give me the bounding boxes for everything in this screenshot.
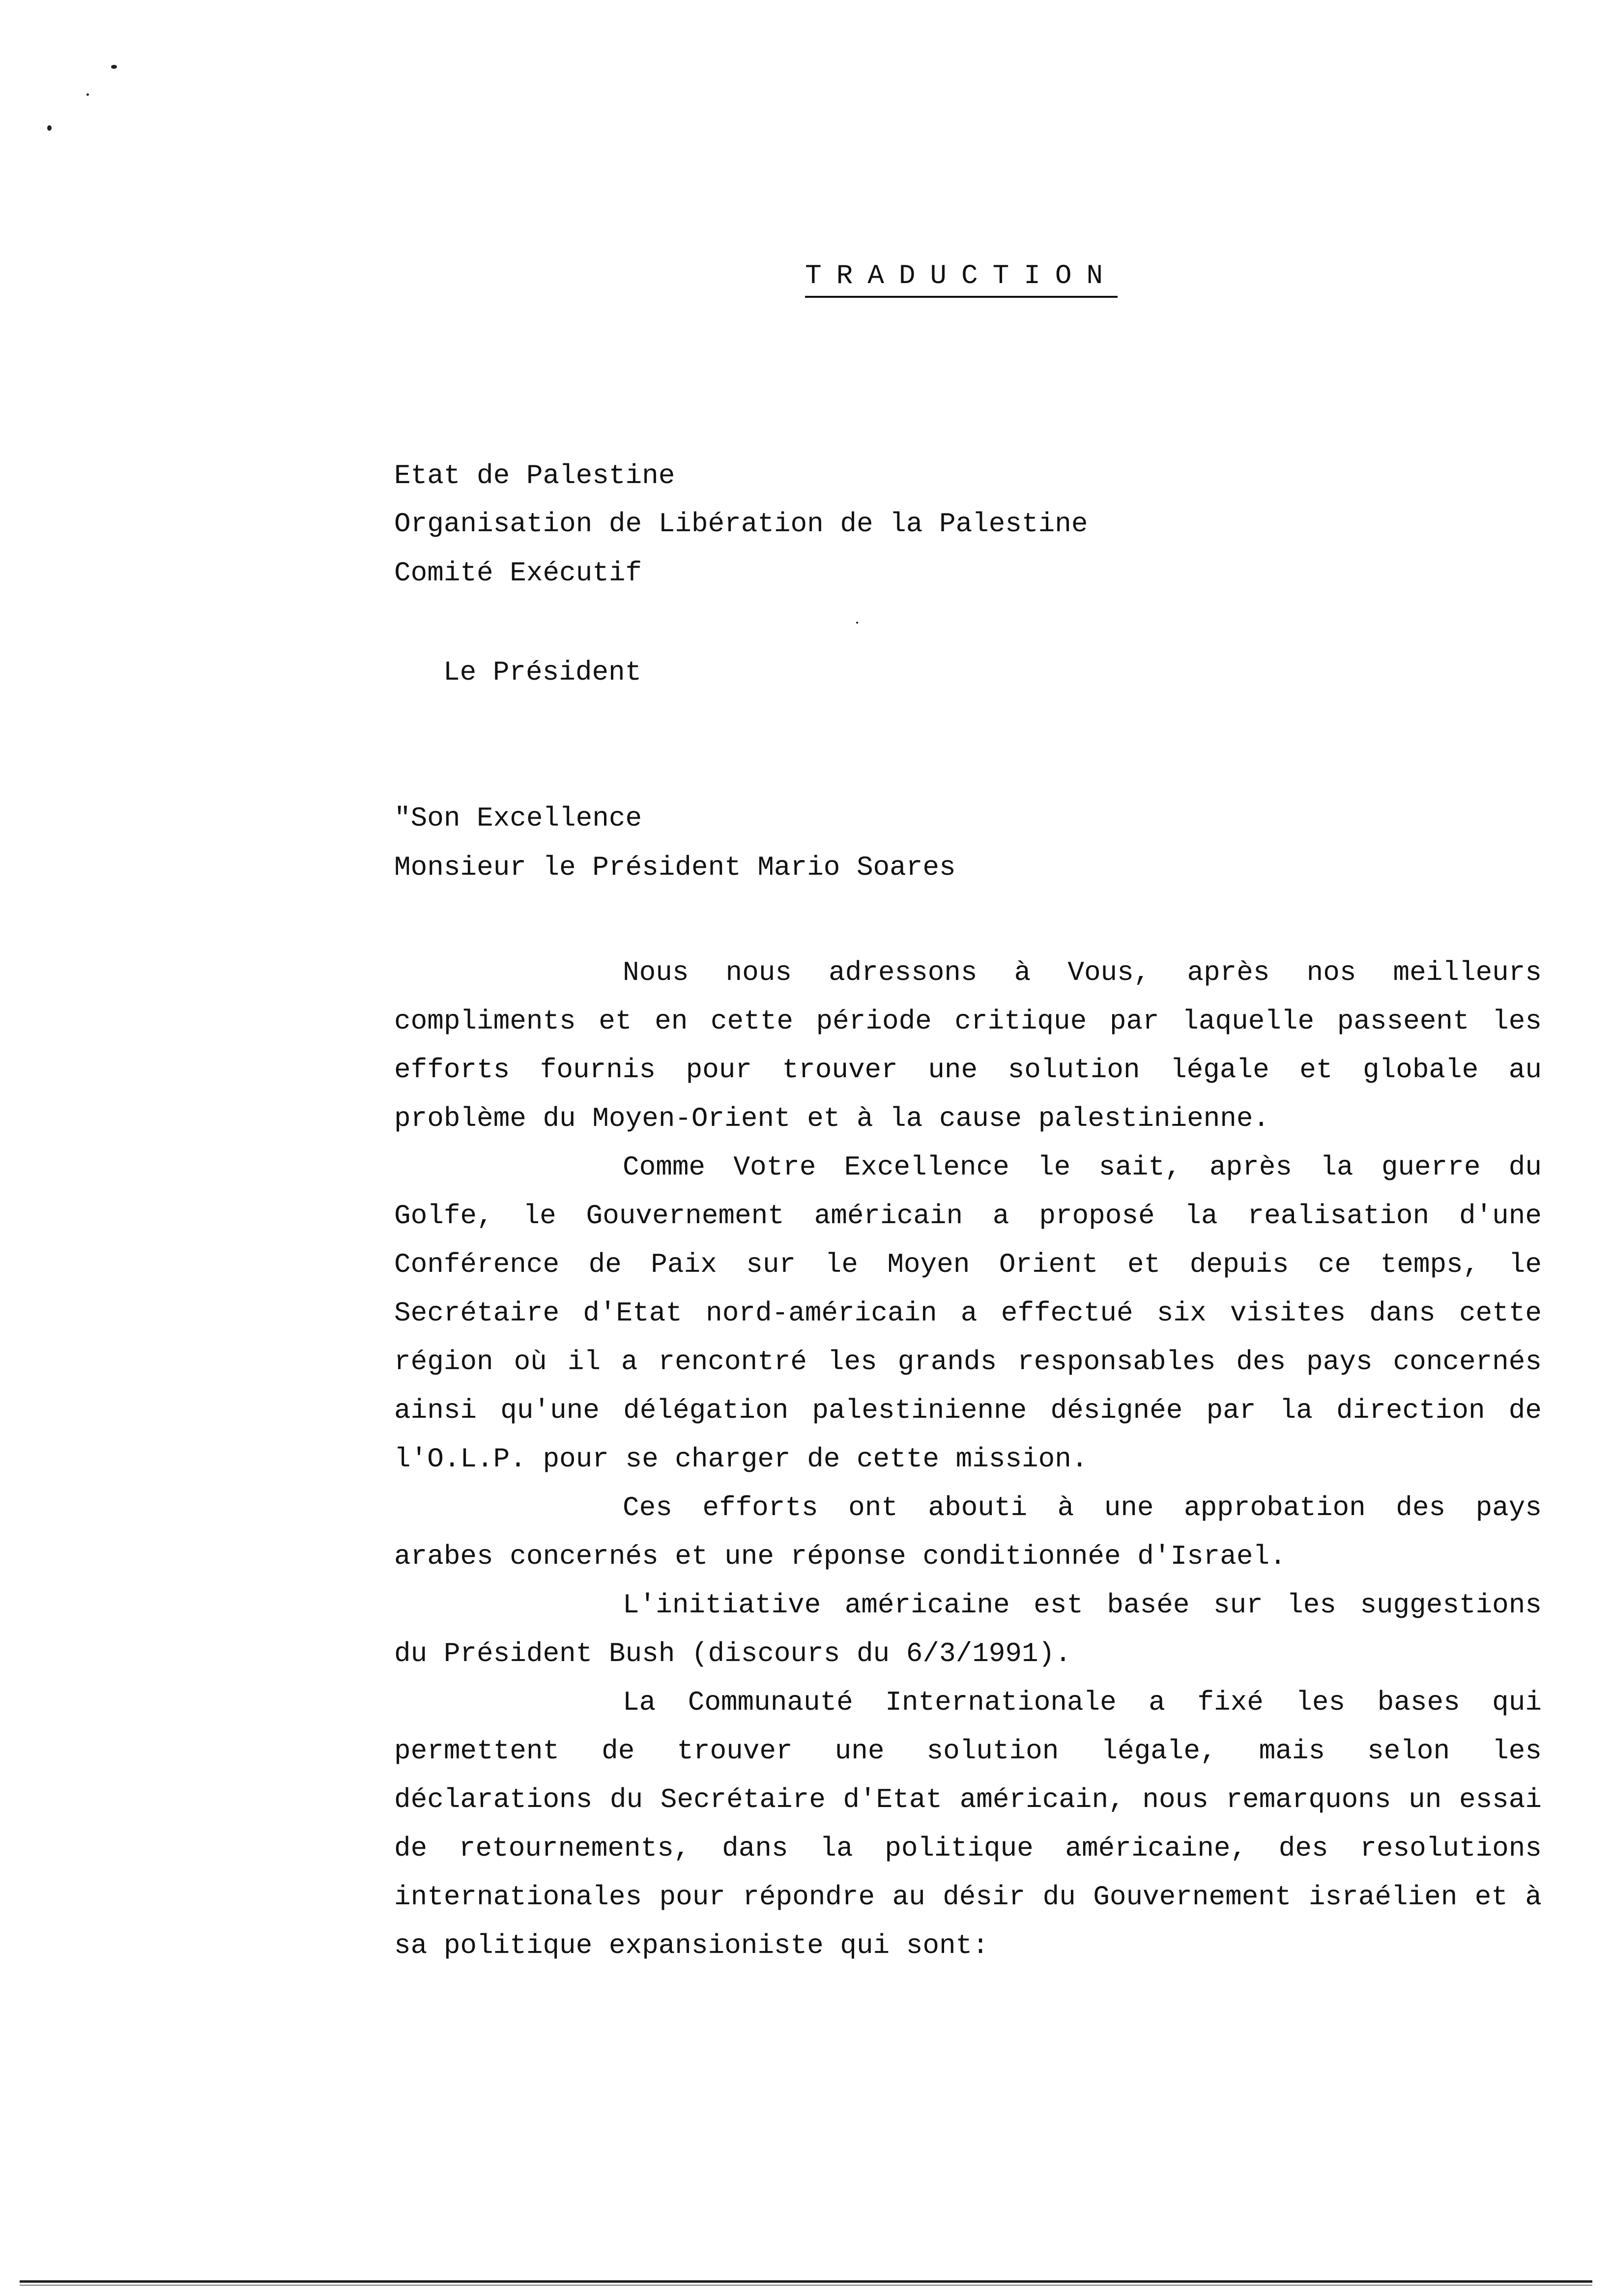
sender-line-committee: Comité Exécutif <box>394 557 642 589</box>
recipient-salutation: "Son Excellence <box>394 803 642 834</box>
body-paragraph: La Communauté Internationale a fixé les bases qui permettent de trouver une solution légale, mais selon les déclarations du Secrétaire d'Etat américain, nous remarquons un essai de retournements, dans la politique américaine, des resolutions internationales pour répondre au désir du Gouvernement israélien et à sa politique expansioniste qui sont: <box>394 1687 1542 1961</box>
scan-speck <box>47 125 52 131</box>
recipient-name: Monsieur le Président Mario Soares <box>394 852 956 883</box>
president-label: Le Président <box>443 657 642 688</box>
body-paragraph: Ces efforts ont abouti à une approbation des pays arabes concernés et une réponse conditionnée d'Israel. <box>394 1492 1542 1572</box>
sender-line-state: Etat de Palestine <box>394 460 675 491</box>
scan-speck <box>111 65 117 69</box>
document-title: TRADUCTION <box>805 259 1118 298</box>
letter-body <box>394 948 1542 1970</box>
scan-speck <box>856 622 858 624</box>
body-paragraph: Nous nous adressons à Vous, après nos meilleurs compliments et en cette période critique par laquelle passeent les efforts fournis pour trouver une solution légale et globale au problème du Moyen-Orient et à la cause palestinienne. <box>394 957 1542 1134</box>
body-paragraph: Comme Votre Excellence le sait, après la guerre du Golfe, le Gouvernement américain a proposé la realisation d'une Conférence de Paix sur le Moyen Orient et depuis ce temps, le Secrétaire d'Etat nord-américain a effectué six visites dans cette région où il a rencontré les grands responsables des pays concernés ainsi qu'une délégation palestinienne désignée par la direction de l'O.L.P. pour se charger de cette mission. <box>394 1151 1542 1475</box>
footer-rule <box>20 2280 1592 2283</box>
sender-line-organisation: Organisation de Libération de la Palestine <box>394 508 1088 540</box>
scan-speck <box>86 93 89 96</box>
footer-rule-shadow <box>20 2285 1592 2286</box>
body-paragraph: L'initiative américaine est basée sur les suggestions du Président Bush (discours du 6/3/1991). <box>394 1589 1542 1669</box>
